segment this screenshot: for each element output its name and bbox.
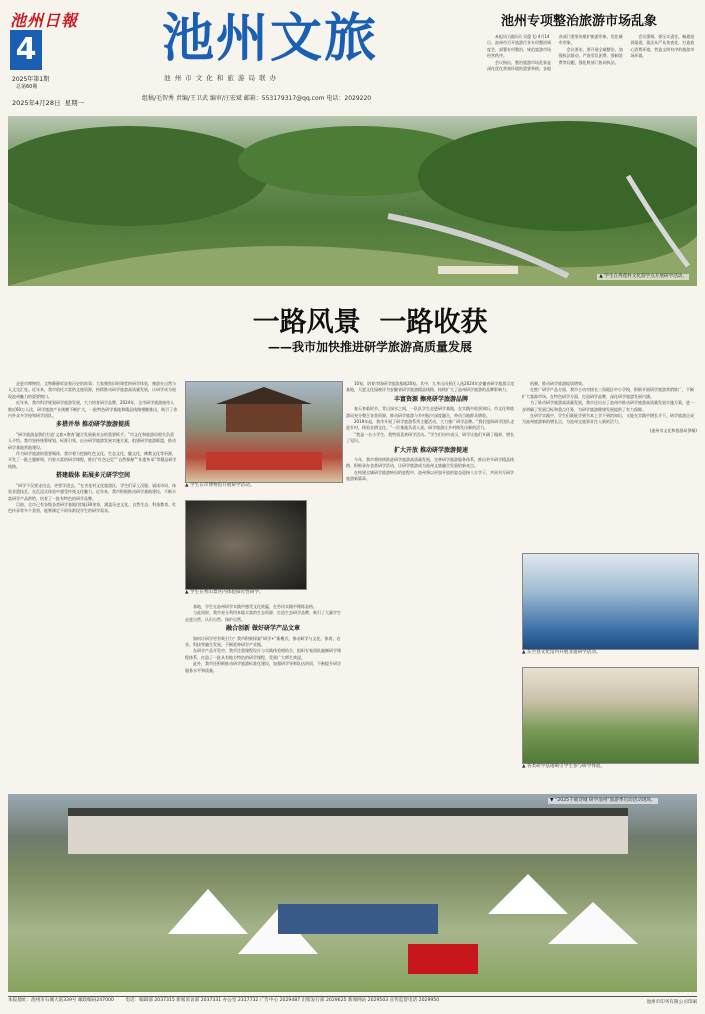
footer bbox=[8, 996, 697, 1011]
paragraph: 2019年起，我市开展了研学旅游系列主题活动，大力推广研学品牌。“我们组织研学团队走进乡村，体验农耕文化。”一位基地负责人说，研学旅游让乡村焕发出新的活力。 bbox=[346, 419, 515, 431]
museum-illustration bbox=[186, 382, 342, 482]
science-photo bbox=[522, 553, 699, 650]
event-illustration bbox=[8, 794, 697, 992]
paragraph: “我是一名小学生，我特别喜欢研学活动。”学生们纷纷表示，研学让他们开阔了眼界、增长了见识。 bbox=[346, 431, 515, 444]
section-heading: 丰富资源 擦亮研学旅游品牌 bbox=[393, 395, 469, 403]
section-title: 池州文旅 bbox=[162, 9, 379, 69]
section-heading: 多措并举 推动研学旅游提质 bbox=[55, 421, 131, 429]
museum-caption: ▲ 学生在市博物馆开展研学活动。 bbox=[185, 483, 255, 488]
top-photo bbox=[8, 116, 697, 286]
section-heading: 融合创新 做好研学产品文章 bbox=[225, 625, 301, 633]
side-para: 本报讯 (通讯员 吴俊飞) 4月14日，池州市召开旅游行业专项整治调度会，部署专项整治，规范旅游市场经营秩序。 bbox=[487, 34, 551, 59]
issue-line: 2025年第1期 bbox=[12, 76, 50, 83]
paragraph: 在推广研学产品方面，我市主动对接长三角地区中小学校，积极开展研学旅游营销推广，不断扩大客源市场。在特色研学方面，打造研学品牌，深化研学旅游发展内涵。 bbox=[522, 387, 694, 399]
side-article bbox=[487, 10, 697, 110]
paragraph: 10家，培育市级研学旅游基地20家。其中，九华山风景区入选2024年安徽省研学旅游示范基地，大愿文化园被评为安徽省研学旅游精品线路，持续扩大了池州研学旅游的品牌影响力。 bbox=[346, 381, 515, 393]
paragraph: 此外，我市还积极推动研学旅游标准化建设，加强研学导师队伍培训，不断提升研学服务水平和质量。 bbox=[185, 661, 341, 673]
masthead-left bbox=[10, 8, 105, 108]
paragraph: 基地，学生在池州研学实践中感受文化底蕴，在劳动实践中锤炼品格。 bbox=[193, 604, 317, 609]
paragraph: 走进市博物馆，文物静静诉说着历史的故事；大家聚焦旧时课堂的研学体验，遨游在自然与人文交汇处。近年来，我市依托丰富的文旅资源，持续推动研学旅游高质量发展，让研学成为展现池州魅力的重要窗口。 bbox=[8, 381, 176, 399]
museum-photo bbox=[185, 381, 343, 483]
section-subtitle: 池 州 市 文 化 和 旅 游 局 联 办 bbox=[164, 74, 278, 82]
bottom-photo bbox=[8, 794, 697, 992]
science-caption: ▲ 东至县文化馆内开展非遗研学活动。 bbox=[522, 650, 601, 655]
paragraph: “研学不仅要走出去，更要学进去。”在杏花村文化旅游区，学生们穿上汉服、诵读诗词、体验非遗技艺，在沉浸式体验中感受传统文化魅力。近年来，我市积极推动研学基地建设，不断丰富研学产品供给，培育了一批有特色的研学品牌。 bbox=[8, 482, 177, 501]
paragraph: 目前，全市已有各级各类研学基地(营地)30余家，涵盖历史文化、自然生态、科技教育、红色传承等多个类别，能够满足不同年龄段学生的研学需求。 bbox=[8, 501, 177, 514]
column-3 bbox=[346, 381, 516, 781]
footer-right: 池州市印务有限公司印刷 bbox=[646, 1000, 697, 1005]
paragraph: 作为研学旅游的重要载体，我市着力挖掘红色文化、生态文化、徽文化、佛教文化等资源，开发了一批主题鲜明、内容丰富的研学课程，推出“红色记忆”“自然探秘”“非遗传承”等精品研学线路。 bbox=[8, 451, 177, 469]
cave-photo bbox=[185, 500, 307, 590]
section-heading: 搭建载体 拓展多元研学空间 bbox=[55, 472, 131, 480]
side-article-title: 池州专项整治旅游市场乱象 bbox=[501, 14, 658, 29]
column-2 bbox=[185, 604, 341, 782]
side-para: 会议强调，要压实责任，畅通投诉渠道，依法从严从快查处，打造放心消费环境，营造文明有序的旅游市场环境。 bbox=[630, 34, 695, 59]
paragraph: 为了推动研学旅游高质量发展，我市还出台了池州市推动研学旅游高质量发展实施方案，进一步明确了发展目标和重点任务，为研学旅游健康发展提供了有力保障。 bbox=[522, 400, 694, 412]
landscape-illustration bbox=[8, 116, 697, 286]
paragraph: 春天来临时节，青山绿水之间，一队队学生走进研学基地，在实践中收获知识。市文化和旅游局充分整合各类资源，推动研学旅游与乡村振兴深度融合，带动当地群众增收。 bbox=[346, 406, 514, 418]
paragraph: 在研学产品开发中，我市注重课程设计与实践体验相结合，组织专家团队编制研学课程体系，打造了一批具有地方特色的研学课程，受到广大师生欢迎。 bbox=[185, 648, 341, 660]
paragraph: “研学旅游是我们打造‘文旅+教育’融合发展新业态的重要抓手。”市文化和旅游局相关负责人介绍。我市坚持统筹规划、标准引领，出台研学旅游发展实施方案，组建研学旅游联盟，推动研学基地营地建设。 bbox=[8, 431, 176, 450]
sub-headline: ——我市加快推进研学旅游高质量发展 bbox=[267, 340, 472, 354]
paragraph: 与此同时，我市充分利用本地丰富的生态资源，打造生态研学品牌，吸引了大量学生走进自然、认识自然、保护自然。 bbox=[185, 610, 341, 622]
page-number-badge bbox=[10, 30, 42, 70]
date-line: 2025年4月28日 星期一 bbox=[12, 99, 85, 107]
staff-line: 组稿/毛智秀 责编/王卫武 编审/汪宏斌 邮箱：553179317@qq.com 电话：2029220 bbox=[142, 95, 372, 102]
paragraph: 在构建全域研学旅游格局的进程中，池州将以更加开放的姿态迎接八方学子，共同书写研学旅游新篇章。 bbox=[346, 469, 514, 482]
section-heading: 扩大开放 推动研学旅游提速 bbox=[393, 446, 469, 454]
top-photo-caption: ▲ 学生在秀莲村文化游学点开展研学活动。 bbox=[599, 274, 687, 279]
bottom-photo-caption: ▼ “2025千载诗城 研学池州”旅游季启动活动现场。 bbox=[550, 798, 656, 803]
paragraph: 机制，推动研学旅游提质增效。 bbox=[530, 381, 586, 386]
footer-address: 本报地址：池州市石城大道339号 邮政编码247000 bbox=[8, 998, 114, 1003]
total-line: 总第60期 bbox=[16, 84, 38, 90]
cave-caption: ▲ 学生在秀山景区内体验探究性研学。 bbox=[185, 590, 264, 595]
garden-photo bbox=[522, 667, 699, 764]
column-4 bbox=[522, 381, 697, 551]
column-1 bbox=[8, 381, 178, 781]
paper-logo: 池州日報 bbox=[10, 11, 79, 30]
paragraph: 今年，我市将持续推进研学旅游高质量发展，完善研学旅游服务体系，推出更多研学精品线路，积极承办各类研学活动，让研学旅游成为池州文旅融合发展的新亮点。 bbox=[346, 457, 514, 469]
side-para: 会议要求，要开展全域整治，加强执法联动，严查零负团费、强制消费等问题，强化跨部门协同执法。 bbox=[558, 46, 623, 65]
paragraph: 如何让研学更有吸引力？我市积极探索“研学+”新模式，推动研学与文化、体育、农业、科技等融合发展，不断延伸研学产业链。 bbox=[185, 635, 341, 648]
garden-caption: ▲ 各类研学基地吸引学生参与研学体验。 bbox=[522, 764, 606, 769]
side-para: 会议指出，整治旅游市场乱象是深化优化营商环境的重要举措。各地各部门要坚决维护旅游形象，优化城市形象。 bbox=[487, 34, 623, 72]
byline: (池州市文化和旅游局供稿) bbox=[649, 427, 697, 433]
paragraph: 近年来，我市科学规划研学旅游发展，大力培育研学品牌，2024年，全市研学旅游接待人数近60万人次，研学旅游产业规模不断扩大，一批特色研学基地和精品线路相继推出，吸引了省内外众多学校和研学团队。 bbox=[8, 400, 178, 419]
paragraph: 在研学实践中，学生们既能学到书本上学不到的知识，又能在实践中增长才干。研学旅游正成为池州旅游新的增长点，为池州文旅事业注入新的活力。 bbox=[522, 413, 694, 425]
page-number: 4 bbox=[15, 32, 37, 67]
footer-phones: 电话：编辑部 2037315 新闻采访部 2037331 办公室 2317732 广告中心 2029487 出版发行部 2029625 新闻网站 2029503 宣传监督电话 2029950 bbox=[125, 998, 440, 1003]
main-headline: 一路风景 一路收获 bbox=[252, 307, 488, 338]
